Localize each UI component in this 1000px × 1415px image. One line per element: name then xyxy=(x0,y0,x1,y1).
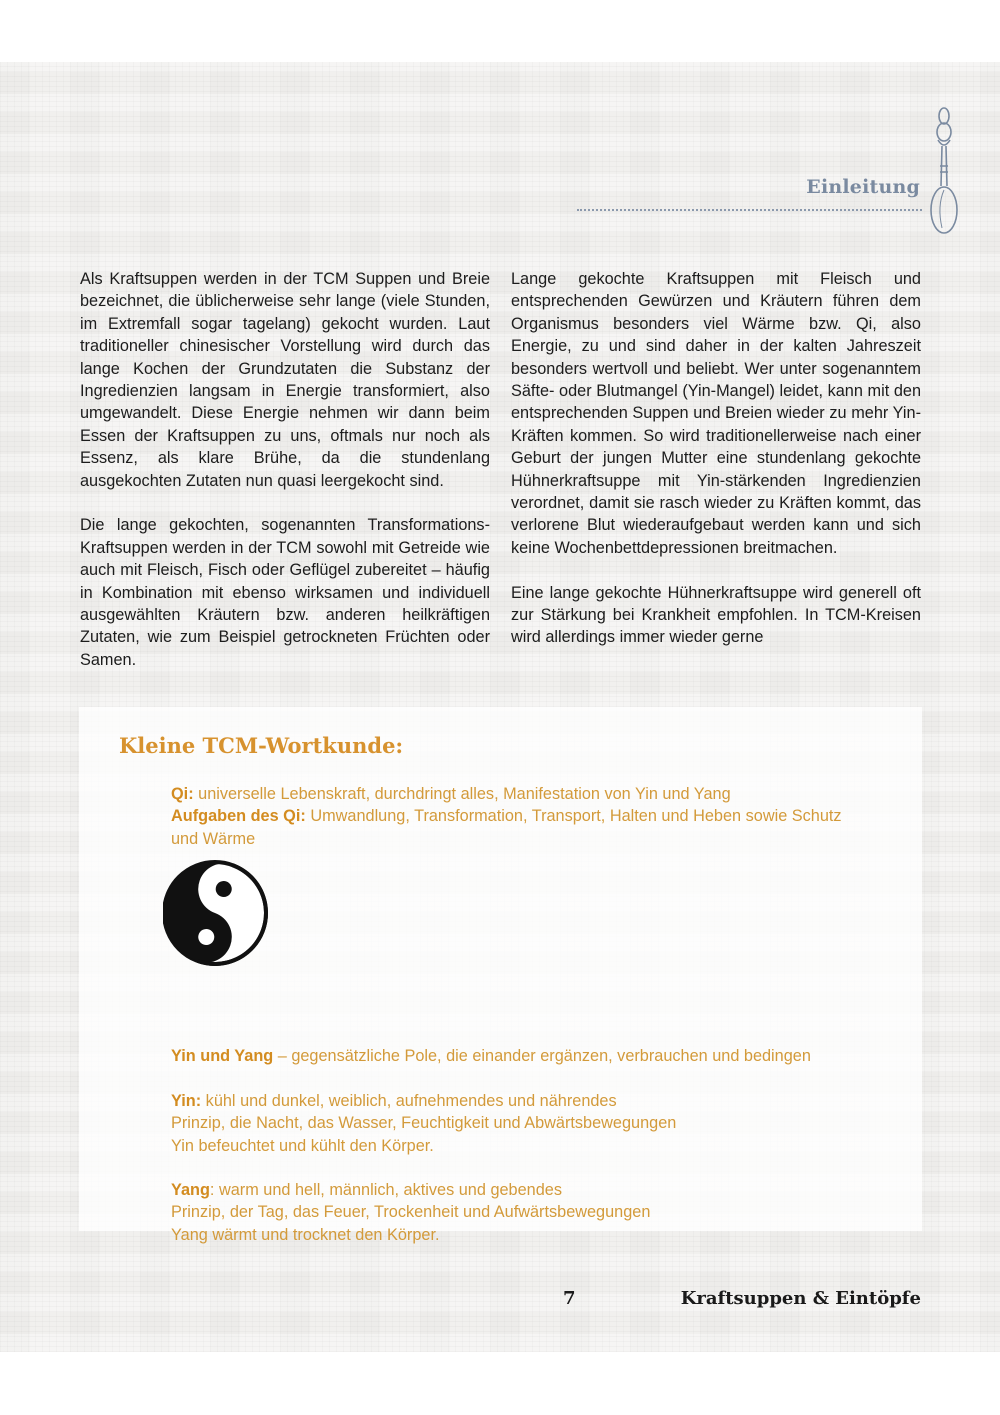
paragraph: Als Kraftsuppen werden in der TCM Suppen und Breie bezeichnet, die üblicherweise sehr lange (viele Stunden, im Extremfall sogar tagelang) gekocht wurden. Laut traditioneller chinesischer Vorstellung wird durch das lange Kochen der Grundzutaten die Substanz der Ingredienzien langsam in Energie transformiert, also umgewandelt. Diese Energie nehmen wir dann beim Essen der Kraftsuppen zu uns, oftmals nur noch als Essenz, als klare Brühe, da die stundenlang ausgekochten Zutaten nun quasi leergekocht sind. xyxy=(80,270,490,490)
glossary-text: Prinzip, die Nacht, das Wasser, Feuchtigkeit und Abwärtsbewegungen xyxy=(171,1114,677,1133)
glossary-text: Yin befeuchtet und kühlt den Körper. xyxy=(171,1136,434,1155)
text-column-right xyxy=(511,268,921,671)
glossary-title: Kleine TCM-Wortkunde: xyxy=(119,733,404,758)
glossary-text: – gegensätzliche Pole, die einander ergänzen, verbrauchen und bedingen xyxy=(273,1047,811,1065)
glossary-text: Prinzip, der Tag, das Feuer, Trockenheit und Aufwärtsbewegungen xyxy=(171,1203,651,1222)
paragraph: Lange gekochte Kraftsuppen mit Fleisch und entsprechenden Gewürzen und Kräutern führen dem Organismus besonders viel Wärme bzw. Qi, also Energie, zu und sind daher in der kalten Jahreszeit besonders wertvoll und beliebt. Wer unter sogenanntem Säfte- oder Blutmangel (Yin-Mangel) leidet, kann mit den entsprechenden Suppen und Breien wieder zu mehr Yin-Kräften kommen. So wird traditionellerweise nach einer Geburt der jungen Mutter eine stundenlang gekochte Hühnerkraftsuppe mit Yin-stärkenden Ingredienzien verordnet, damit sie rasch wieder zu Kräften kommt, das verlorene Blut wiederaufgebaut werden kann und sich keine Wochenbettdepressionen breitmachen. xyxy=(511,270,921,557)
page-number: 7 xyxy=(563,1288,576,1309)
text-column-left xyxy=(80,268,490,694)
header-dotted-rule xyxy=(577,209,922,211)
glossary-term: Yin und Yang xyxy=(171,1047,274,1065)
paragraph: Eine lange gekochte Hühnerkraftsuppe wird generell oft zur Stärkung bei Krankheit empfohlen. In TCM-Kreisen wird allerdings immer wieder gerne xyxy=(511,583,921,647)
paragraph: Die lange gekochten, sogenannten Transformations-Kraftsuppen werden in der TCM sowohl mit Getreide wie auch mit Fleisch, Fisch oder Geflügel zubereitet – häufig in Kombination mit ebenso wirksamen und individuell ausgewählten Kräutern bzw. anderen heilkräftigen Zutaten, wie zum Beispiel getrockneten Früchten oder Samen. xyxy=(80,516,490,669)
glossary-entry-yin xyxy=(171,1090,871,1157)
tcm-glossary-box xyxy=(79,707,922,1244)
glossary-text: kühl und dunkel, weiblich, aufnehmendes und nährendes xyxy=(201,1092,617,1110)
glossary-entry-qi xyxy=(171,783,871,850)
glossary-entry-yin-yang xyxy=(171,1045,871,1067)
glossary-term: Aufgaben des Qi: xyxy=(171,807,306,826)
glossary-term: Qi: xyxy=(171,785,194,803)
glossary-term: Yin: xyxy=(171,1092,202,1110)
glossary-term: Yang xyxy=(171,1181,210,1199)
spoon-icon xyxy=(926,106,962,236)
glossary-text: : warm und hell, männlich, aktives und gebendes xyxy=(209,1181,562,1199)
yin-yang-icon xyxy=(163,857,269,969)
page-background xyxy=(0,62,1000,1352)
glossary-text: universelle Lebenskraft, durchdringt alles, Manifestation von Yin und Yang xyxy=(193,785,731,803)
glossary-entry-yang xyxy=(171,1179,871,1246)
glossary-text: Yang wärmt und trocknet den Körper. xyxy=(171,1225,440,1244)
glossary-text: Umwandlung, Transformation, Transport, Halten und Heben sowie Schutz und Wärme xyxy=(171,807,842,848)
section-title: Einleitung xyxy=(806,176,920,198)
book-title: Kraftsuppen & Eintöpfe xyxy=(680,1288,921,1309)
